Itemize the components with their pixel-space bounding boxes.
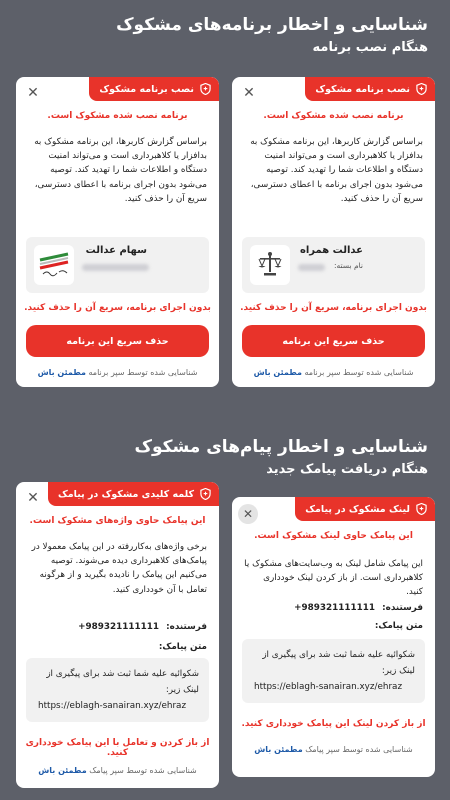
warning-secondary: بدون اجرای برنامه، سریع آن را حذف کنید. <box>240 303 427 313</box>
sender-label: فرستنده: <box>166 622 207 632</box>
suspicious-app-dialog-1 <box>232 77 435 387</box>
footer-text: شناسایی شده توسط سپر پیامک <box>305 745 413 754</box>
sender-number: +989321111111 <box>294 603 375 613</box>
message-box <box>26 658 209 722</box>
dialog-footer <box>232 745 435 754</box>
message-box <box>242 639 425 703</box>
package-name-blurred <box>298 264 325 271</box>
message-label: متن پیامک: <box>374 621 423 631</box>
shield-icon <box>200 83 211 95</box>
package-name-blurred <box>82 264 149 271</box>
brand-link[interactable]: مطمئن باش <box>254 745 303 754</box>
warning-text: این پیامک حاوی لینک مشکوک است. <box>254 531 413 541</box>
app-info-box <box>26 237 209 293</box>
badge-label: کلمه کلیدی مشکوک در پیامک <box>58 488 194 500</box>
app-name: سهام عدالت <box>85 245 147 256</box>
description-text: این پیامک شامل لینک به وب‌سایت‌های مشکوک یا کلاهبرداری است. از باز کردن لینک خودداری کنید. <box>244 559 423 598</box>
shield-icon <box>200 488 211 500</box>
description-text: براساس گزارش کاربرها، این برنامه مشکوک به بدافزار یا کلاهبرداری است و می‌تواند امنیت دستگاه و اطلاعات شما را تهدید کند. توصیه می‌شود بدون اجرای برنامه با اعطای دسترسی، سریع آن را حذف کنید. <box>250 137 423 204</box>
dialog-footer <box>16 766 219 775</box>
sender-label: فرستنده: <box>382 603 423 613</box>
section2-title: شناسایی و اخطار پیام‌های مشکوک <box>134 437 428 457</box>
brand-link[interactable]: مطمئن باش <box>253 368 302 377</box>
dialog-footer <box>232 368 435 377</box>
badge-label: نصب برنامه مشکوک <box>315 83 410 95</box>
message-label: متن پیامک: <box>158 642 207 652</box>
message-line: شکوائیه علیه شما ثبت شد برای پیگیری از <box>46 669 199 679</box>
badge-label: نصب برنامه مشکوک <box>99 83 194 95</box>
delete-app-button[interactable]: حذف سریع این برنامه <box>242 325 425 357</box>
warning-text: برنامه نصب شده مشکوک است. <box>47 111 188 121</box>
close-icon[interactable]: ✕ <box>238 504 258 524</box>
section1-title: شناسایی و اخطار برنامه‌های مشکوک <box>116 15 428 35</box>
description-text: برخی واژه‌های به‌کاررفته در این پیامک معمولا در پیامک‌های کلاهبرداری دیده می‌شوند. توصیه می‌کنیم این پیامک را نادیده بگیرید و از هرگونه تعامل با آن خودداری کنید. <box>31 542 207 595</box>
message-link[interactable]: https://eblagh-sanairan.xyz/ehraz <box>254 682 403 692</box>
package-label: نام بسته: <box>334 261 363 270</box>
description-text: براساس گزارش کاربرها، این برنامه مشکوک به بدافزار یا کلاهبرداری است و می‌تواند امنیت دستگاه و اطلاعات شما را تهدید کند. توصیه می‌شود بدون اجرای برنامه با اعطای دسترسی، سریع آن را حذف کنید. <box>34 137 207 204</box>
warning-text: برنامه نصب شده مشکوک است. <box>263 111 404 121</box>
section2-subtitle: هنگام دریافت پیامک جدید <box>266 462 428 477</box>
warning-text: این پیامک حاوی واژه‌های مشکوک است. <box>29 516 206 526</box>
warning-secondary: بدون اجرای برنامه، سریع آن را حذف کنید. <box>24 303 211 313</box>
warning-secondary: از باز کردن لینک این پیامک خودداری کنید. <box>241 719 426 729</box>
close-icon[interactable]: ✕ <box>243 85 255 101</box>
footer-text: شناسایی شده توسط سپر پیامک <box>89 766 197 775</box>
section2-header <box>135 436 428 480</box>
section1-header <box>116 14 428 58</box>
app-logo-icon <box>34 245 74 285</box>
message-line: لینک زیر: <box>381 666 415 676</box>
dialog-badge <box>48 482 219 506</box>
message-link[interactable]: https://eblagh-sanairan.xyz/ehraz <box>38 701 187 711</box>
brand-link[interactable]: مطمئن باش <box>37 368 86 377</box>
app-emblem-icon <box>250 245 290 285</box>
sender-number: +989321111111 <box>78 622 159 632</box>
delete-app-button[interactable]: حذف سریع این برنامه <box>26 325 209 357</box>
message-line: لینک زیر: <box>165 685 199 695</box>
close-icon[interactable]: ✕ <box>27 490 39 506</box>
section1-subtitle: هنگام نصب برنامه <box>312 40 428 55</box>
app-name: عدالت همراه <box>299 245 363 256</box>
app-info-box <box>242 237 425 293</box>
footer-text: شناسایی شده توسط سپر برنامه <box>304 368 414 377</box>
badge-label: لینک مشکوک در پیامک <box>305 503 410 515</box>
warning-secondary: از باز کردن و تعامل با این پیامک خودداری کنید. <box>25 738 210 758</box>
message-line: شکوائیه علیه شما ثبت شد برای پیگیری از <box>262 650 415 660</box>
shield-icon <box>416 83 427 95</box>
dialog-badge <box>89 77 219 101</box>
suspicious-link-sms-dialog <box>232 497 435 777</box>
dialog-footer <box>16 368 219 377</box>
dialog-badge <box>295 497 435 521</box>
suspicious-app-dialog-2 <box>16 77 219 387</box>
footer-text: شناسایی شده توسط سپر برنامه <box>88 368 198 377</box>
dialog-badge <box>305 77 435 101</box>
close-icon[interactable]: ✕ <box>27 85 39 101</box>
shield-icon <box>416 503 427 515</box>
brand-link[interactable]: مطمئن باش <box>38 766 87 775</box>
suspicious-keyword-sms-dialog <box>16 482 219 788</box>
